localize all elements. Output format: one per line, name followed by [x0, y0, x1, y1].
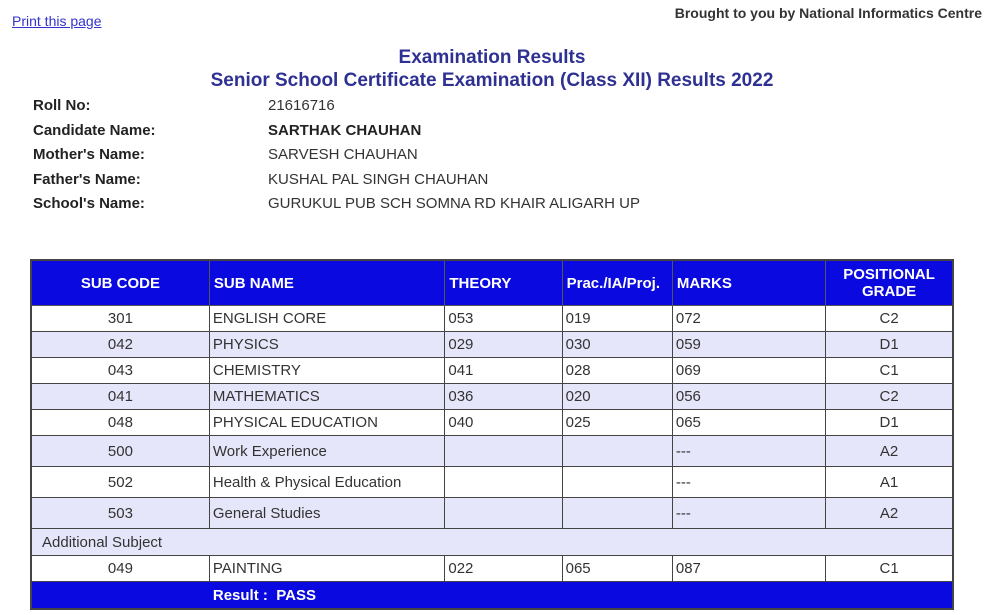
grade-cell: A1: [826, 467, 953, 498]
title-block: [0, 47, 984, 93]
table-row: [31, 384, 953, 410]
print-page-link[interactable]: Print this page: [12, 13, 102, 29]
school-name-value: GURUKUL PUB SCH SOMNA RD KHAIR ALIGARH UP: [268, 195, 641, 212]
table-row: [31, 436, 953, 467]
practical-cell: [562, 498, 672, 529]
results-table: [30, 259, 954, 610]
candidate-name-value: SARTHAK CHAUHAN: [268, 121, 422, 139]
sub-name-cell: MATHEMATICS: [209, 384, 445, 410]
theory-cell: 041: [445, 358, 562, 384]
grade-cell: A2: [826, 498, 953, 529]
sub-code-cell: 500: [31, 436, 209, 467]
marks-cell: 087: [672, 556, 825, 582]
candidate-info: [33, 96, 640, 219]
result-value: PASS: [276, 586, 316, 604]
practical-cell: [562, 467, 672, 498]
theory-cell: [445, 467, 562, 498]
father-name-value: KUSHAL PAL SINGH CHAUHAN: [268, 170, 489, 188]
theory-cell: 022: [445, 556, 562, 582]
header-theory: THEORY: [445, 260, 562, 306]
marks-cell: 069: [672, 358, 825, 384]
table-row: [31, 467, 953, 498]
mother-name-label: Mother's Name:: [33, 146, 145, 163]
sub-code-cell: 041: [31, 384, 209, 410]
sub-name-cell: ENGLISH CORE: [209, 306, 445, 332]
table-header-row: [31, 260, 953, 306]
table-row: [31, 306, 953, 332]
theory-cell: 040: [445, 410, 562, 436]
header-practical: Prac./IA/Proj.: [562, 260, 672, 306]
marks-cell: ---: [672, 467, 825, 498]
brought-by-text: Brought to you by National Informatics Centre: [674, 5, 982, 21]
marks-cell: 056: [672, 384, 825, 410]
sub-code-cell: 503: [31, 498, 209, 529]
grade-cell: C1: [826, 358, 953, 384]
theory-cell: 036: [445, 384, 562, 410]
mother-name-value: SARVESH CHAUHAN: [268, 146, 418, 163]
marks-cell: 059: [672, 332, 825, 358]
grade-cell: D1: [826, 332, 953, 358]
header-marks: MARKS: [672, 260, 825, 306]
result-label: Result :: [212, 586, 268, 604]
practical-cell: 030: [562, 332, 672, 358]
header-sub-code: SUB CODE: [31, 260, 209, 306]
marks-cell: ---: [672, 436, 825, 467]
grade-cell: C1: [826, 556, 953, 582]
grade-cell: C2: [826, 306, 953, 332]
sub-name-cell: PHYSICS: [209, 332, 445, 358]
result-row: [31, 582, 953, 610]
page-title: Examination Results: [398, 47, 586, 68]
header-sub-name: SUB NAME: [209, 260, 445, 306]
grade-cell: D1: [826, 410, 953, 436]
exam-title: Senior School Certificate Examination (Class XII) Results 2022: [210, 70, 774, 91]
roll-no-value: 21616716: [268, 97, 335, 114]
result-spacer: [31, 582, 209, 610]
sub-code-cell: 043: [31, 358, 209, 384]
header-grade-line1: POSITIONAL: [843, 266, 935, 283]
sub-code-cell: 048: [31, 410, 209, 436]
candidate-name-label: Candidate Name:: [33, 121, 156, 139]
header-grade-line2: GRADE: [862, 283, 917, 300]
header-positional-grade: [826, 260, 953, 306]
sub-code-cell: 042: [31, 332, 209, 358]
marks-cell: 065: [672, 410, 825, 436]
sub-name-cell: Work Experience: [209, 436, 445, 467]
father-name-row: [33, 170, 640, 195]
theory-cell: 053: [445, 306, 562, 332]
sub-code-cell: 502: [31, 467, 209, 498]
table-row: [31, 498, 953, 529]
sub-name-cell: CHEMISTRY: [209, 358, 445, 384]
father-name-label: Father's Name:: [33, 170, 141, 188]
mother-name-row: [33, 145, 640, 170]
practical-cell: 028: [562, 358, 672, 384]
result-cell: [209, 582, 953, 610]
sub-code-cell: 049: [31, 556, 209, 582]
table-row: [31, 556, 953, 582]
sub-name-cell: Health & Physical Education: [209, 467, 445, 498]
sub-name-cell: General Studies: [209, 498, 445, 529]
theory-cell: [445, 498, 562, 529]
grade-cell: C2: [826, 384, 953, 410]
sub-name-cell: PAINTING: [209, 556, 445, 582]
table-row: [31, 332, 953, 358]
practical-cell: [562, 436, 672, 467]
roll-no-label: Roll No:: [33, 97, 91, 114]
roll-no-row: [33, 96, 640, 121]
theory-cell: [445, 436, 562, 467]
marks-cell: ---: [672, 498, 825, 529]
table-row: [31, 410, 953, 436]
school-name-row: [33, 194, 640, 219]
theory-cell: 029: [445, 332, 562, 358]
practical-cell: 019: [562, 306, 672, 332]
additional-subject-row: [31, 529, 953, 556]
school-name-label: School's Name:: [33, 195, 145, 212]
practical-cell: 020: [562, 384, 672, 410]
sub-code-cell: 301: [31, 306, 209, 332]
sub-name-cell: PHYSICAL EDUCATION: [209, 410, 445, 436]
additional-subject-label: Additional Subject: [31, 529, 953, 556]
practical-cell: 025: [562, 410, 672, 436]
marks-cell: 072: [672, 306, 825, 332]
grade-cell: A2: [826, 436, 953, 467]
practical-cell: 065: [562, 556, 672, 582]
table-row: [31, 358, 953, 384]
candidate-name-row: [33, 121, 640, 146]
